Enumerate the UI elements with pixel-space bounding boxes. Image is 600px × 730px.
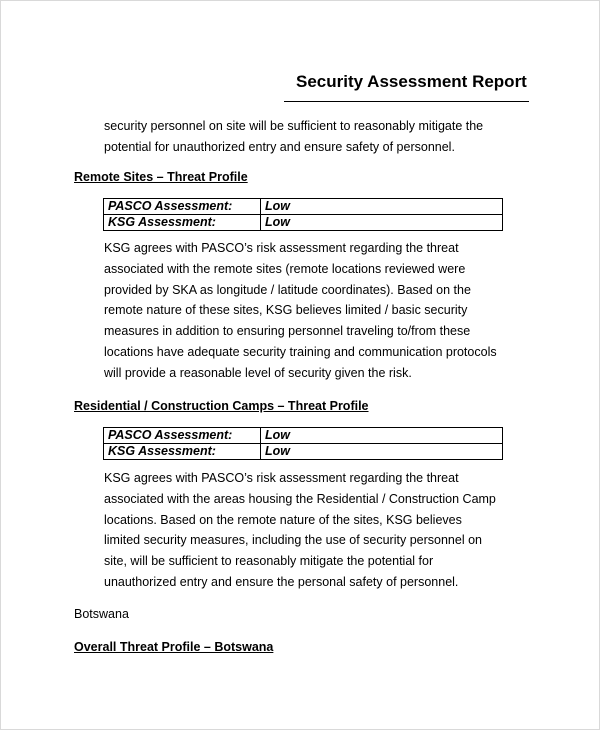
text-line: remote nature of these sites, KSG believes limited / basic security xyxy=(104,303,468,318)
text-line: associated with the remote sites (remote locations reviewed were xyxy=(104,261,466,276)
remote-sites-paragraph xyxy=(104,238,504,384)
title-underline xyxy=(284,101,529,102)
remote-sites-assessment-table xyxy=(103,198,503,231)
pasco-assessment-value: Low xyxy=(261,428,503,444)
pasco-assessment-label: PASCO Assessment: xyxy=(104,428,261,444)
ksg-assessment-label: KSG Assessment: xyxy=(104,215,261,231)
table-row xyxy=(104,215,503,231)
residential-camps-heading: Residential / Construction Camps – Threat Profile xyxy=(74,399,369,413)
text-line: limited security measures, including the use of security personnel on xyxy=(104,533,482,548)
text-line: unauthorized entry and ensure the personal safety of personnel. xyxy=(104,574,459,589)
residential-camps-assessment-table xyxy=(103,427,503,460)
text-line: locations have adequate security training and communication protocols xyxy=(104,344,497,359)
remote-sites-heading: Remote Sites – Threat Profile xyxy=(74,170,248,184)
text-line: potential for unauthorized entry and ensure safety of personnel. xyxy=(104,139,455,154)
table-row xyxy=(104,199,503,215)
ksg-assessment-value: Low xyxy=(261,215,503,231)
text-line: will provide a reasonable level of security given the risk. xyxy=(104,365,412,380)
text-line: locations. Based on the remote nature of the sites, KSG believes xyxy=(104,512,462,527)
pasco-assessment-value: Low xyxy=(261,199,503,215)
intro-paragraph xyxy=(104,116,504,158)
ksg-assessment-value: Low xyxy=(261,444,503,460)
pasco-assessment-label: PASCO Assessment: xyxy=(104,199,261,215)
ksg-assessment-label: KSG Assessment: xyxy=(104,444,261,460)
report-title: Security Assessment Report xyxy=(296,72,527,91)
text-line: security personnel on site will be sufficient to reasonably mitigate the xyxy=(104,119,484,133)
text-line: KSG agrees with PASCO’s risk assessment regarding the threat xyxy=(104,471,459,485)
table-row xyxy=(104,428,503,444)
table-row xyxy=(104,444,503,460)
country-label: Botswana xyxy=(74,607,129,621)
residential-camps-paragraph xyxy=(104,468,504,593)
overall-threat-heading: Overall Threat Profile – Botswana xyxy=(74,640,274,654)
text-line: measures in addition to ensuring personnel traveling to/from these xyxy=(104,324,471,339)
text-line: provided by SKA as longitude / latitude coordinates). Based on the xyxy=(104,282,471,297)
text-line: KSG agrees with PASCO’s risk assessment regarding the threat xyxy=(104,241,459,255)
text-line: site, will be sufficient to reasonably mitigate the potential for xyxy=(104,554,434,569)
text-line: associated with the areas housing the Residential / Construction Camp xyxy=(104,491,496,506)
